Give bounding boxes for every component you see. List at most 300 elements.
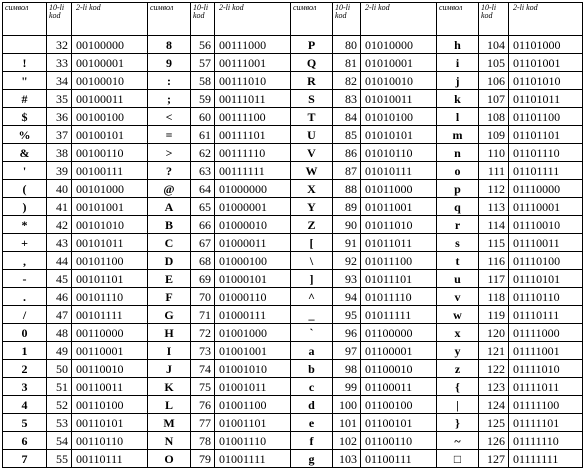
header-decimal-code: 10-li kod [191,3,215,36]
symbol-cell: B [148,216,191,234]
binary-code-cell: 01100100 [361,396,437,414]
table-row [3,396,583,414]
decimal-code-cell: 118 [479,288,509,306]
symbol-cell: J [148,360,191,378]
binary-code-cell: 01101100 [509,108,583,126]
binary-code-cell: 00111111 [215,162,291,180]
symbol-cell: m [437,126,479,144]
decimal-code-cell: 98 [333,360,361,378]
decimal-code-cell: 71 [191,306,215,324]
symbol-cell: ~ [437,432,479,450]
symbol-cell: P [291,36,333,54]
decimal-code-cell: 59 [191,90,215,108]
symbol-cell: p [437,180,479,198]
symbol-cell: 5 [3,414,47,432]
binary-code-cell: 01011111 [361,306,437,324]
binary-code-cell: 00101011 [72,234,148,252]
binary-code-cell: 01110111 [509,306,583,324]
table-row [3,342,583,360]
binary-code-cell: 01011010 [361,216,437,234]
binary-code-cell: 00100000 [72,36,148,54]
binary-code-cell: 01000000 [215,180,291,198]
decimal-code-cell: 38 [47,144,72,162]
symbol-cell: O [148,450,191,468]
symbol-cell: % [3,126,47,144]
binary-code-cell: 01101001 [509,54,583,72]
symbol-cell: ^ [291,288,333,306]
symbol-cell: K [148,378,191,396]
table-row [3,324,583,342]
decimal-code-cell: 103 [333,450,361,468]
header-decimal-code: 10-li kod [47,3,72,36]
binary-code-cell: 01111011 [509,378,583,396]
binary-code-cell: 01110000 [509,180,583,198]
decimal-code-cell: 125 [479,414,509,432]
decimal-code-cell: 99 [333,378,361,396]
symbol-cell: v [437,288,479,306]
symbol-cell: 6 [3,432,47,450]
symbol-cell: ' [3,162,47,180]
binary-code-cell: 01100010 [361,360,437,378]
binary-code-cell: 01110011 [509,234,583,252]
binary-code-cell: 01010100 [361,108,437,126]
binary-code-cell: 01101111 [509,162,583,180]
symbol-cell: 3 [3,378,47,396]
decimal-code-cell: 116 [479,252,509,270]
binary-code-cell: 01111000 [509,324,583,342]
binary-code-cell: 01111110 [509,432,583,450]
binary-code-cell: 01000011 [215,234,291,252]
binary-code-cell: 01011001 [361,198,437,216]
symbol-cell: < [148,108,191,126]
symbol-cell: $ [3,108,47,126]
decimal-code-cell: 58 [191,72,215,90]
binary-code-cell: 00100010 [72,72,148,90]
symbol-cell: : [148,72,191,90]
symbol-cell: ! [3,54,47,72]
binary-code-cell: 01001101 [215,414,291,432]
decimal-code-cell: 87 [333,162,361,180]
decimal-code-cell: 110 [479,144,509,162]
decimal-code-cell: 33 [47,54,72,72]
binary-code-cell: 00110110 [72,432,148,450]
header-decimal-code: 10-li kod [333,3,361,36]
decimal-code-cell: 112 [479,180,509,198]
symbol-cell: a [291,342,333,360]
binary-code-cell: 01100101 [361,414,437,432]
header-binary-code: 2-li kod [509,3,583,36]
symbol-cell: t [437,252,479,270]
binary-code-cell: 00100101 [72,126,148,144]
table-row [3,198,583,216]
header-symbol: символ [3,3,47,36]
symbol-cell: D [148,252,191,270]
table-row [3,234,583,252]
decimal-code-cell: 94 [333,288,361,306]
symbol-cell: X [291,180,333,198]
binary-code-cell: 00100100 [72,108,148,126]
symbol-cell: ] [291,270,333,288]
symbol-cell: = [148,126,191,144]
binary-code-cell: 00101111 [72,306,148,324]
binary-code-cell: 01111010 [509,360,583,378]
decimal-code-cell: 57 [191,54,215,72]
binary-code-cell: 01011100 [361,252,437,270]
symbol-cell: F [148,288,191,306]
symbol-cell: , [3,252,47,270]
binary-code-cell: 00111001 [215,54,291,72]
decimal-code-cell: 47 [47,306,72,324]
decimal-code-cell: 107 [479,90,509,108]
symbol-cell: W [291,162,333,180]
decimal-code-cell: 65 [191,198,215,216]
decimal-code-cell: 91 [333,234,361,252]
binary-code-cell: 01111111 [509,450,583,468]
binary-code-cell: 01011000 [361,180,437,198]
symbol-cell: ) [3,198,47,216]
decimal-code-cell: 49 [47,342,72,360]
binary-code-cell: 01010010 [361,72,437,90]
header-decimal-code: 10-li kod [479,3,509,36]
symbol-cell: x [437,324,479,342]
decimal-code-cell: 35 [47,90,72,108]
decimal-code-cell: 84 [333,108,361,126]
table-row [3,126,583,144]
decimal-code-cell: 115 [479,234,509,252]
binary-code-cell: 01101000 [509,36,583,54]
binary-code-cell: 01100001 [361,342,437,360]
decimal-code-cell: 54 [47,432,72,450]
table-row [3,90,583,108]
decimal-code-cell: 39 [47,162,72,180]
header-row [3,3,583,36]
symbol-cell: Z [291,216,333,234]
decimal-code-cell: 50 [47,360,72,378]
table-row [3,378,583,396]
decimal-code-cell: 69 [191,270,215,288]
decimal-code-cell: 76 [191,396,215,414]
symbol-cell: r [437,216,479,234]
table-body [3,36,583,468]
symbol-cell: { [437,378,479,396]
symbol-cell: b [291,360,333,378]
binary-code-cell: 00110101 [72,414,148,432]
binary-code-cell: 00110111 [72,450,148,468]
symbol-cell: V [291,144,333,162]
binary-code-cell: 01111001 [509,342,583,360]
binary-code-cell: 01100000 [361,324,437,342]
decimal-code-cell: 63 [191,162,215,180]
decimal-code-cell: 61 [191,126,215,144]
symbol-cell: M [148,414,191,432]
binary-code-cell: 01000010 [215,216,291,234]
decimal-code-cell: 62 [191,144,215,162]
decimal-code-cell: 43 [47,234,72,252]
binary-code-cell: 01000100 [215,252,291,270]
binary-code-cell: 01001011 [215,378,291,396]
binary-code-cell: 01001111 [215,450,291,468]
binary-code-cell: 00111011 [215,90,291,108]
binary-code-cell: 01000001 [215,198,291,216]
decimal-code-cell: 37 [47,126,72,144]
symbol-cell: } [437,414,479,432]
binary-code-cell: 01101011 [509,90,583,108]
binary-code-cell: 01000111 [215,306,291,324]
symbol-cell: E [148,270,191,288]
decimal-code-cell: 72 [191,324,215,342]
ascii-code-table [2,2,583,468]
symbol-cell: y [437,342,479,360]
decimal-code-cell: 123 [479,378,509,396]
decimal-code-cell: 81 [333,54,361,72]
header-symbol: символ [291,3,333,36]
decimal-code-cell: 111 [479,162,509,180]
binary-code-cell: 01011101 [361,270,437,288]
binary-code-cell: 00100110 [72,144,148,162]
symbol-cell: 9 [148,54,191,72]
binary-code-cell: 00111110 [215,144,291,162]
header-binary-code: 2-li kod [361,3,437,36]
symbol-cell: ( [3,180,47,198]
symbol-cell: @ [148,180,191,198]
decimal-code-cell: 75 [191,378,215,396]
symbol-cell: # [3,90,47,108]
symbol-cell: | [437,396,479,414]
decimal-code-cell: 114 [479,216,509,234]
symbol-cell: Y [291,198,333,216]
binary-code-cell: 01101110 [509,144,583,162]
binary-code-cell: 01010111 [361,162,437,180]
decimal-code-cell: 102 [333,432,361,450]
binary-code-cell: 01110110 [509,288,583,306]
decimal-code-cell: 53 [47,414,72,432]
binary-code-cell: 01010001 [361,54,437,72]
decimal-code-cell: 40 [47,180,72,198]
symbol-cell: > [148,144,191,162]
table-row [3,162,583,180]
symbol-cell: L [148,396,191,414]
symbol-cell: & [3,144,47,162]
binary-code-cell: 00100001 [72,54,148,72]
table-row [3,432,583,450]
symbol-cell: ; [148,90,191,108]
symbol-cell: ? [148,162,191,180]
symbol-cell: n [437,144,479,162]
symbol-cell: _ [291,306,333,324]
binary-code-cell: 01000101 [215,270,291,288]
symbol-cell: w [437,306,479,324]
decimal-code-cell: 77 [191,414,215,432]
decimal-code-cell: 108 [479,108,509,126]
symbol-cell: Q [291,54,333,72]
binary-code-cell: 01011011 [361,234,437,252]
symbol-cell: N [148,432,191,450]
decimal-code-cell: 73 [191,342,215,360]
binary-code-cell: 00100111 [72,162,148,180]
binary-code-cell: 01110010 [509,216,583,234]
binary-code-cell: 01010000 [361,36,437,54]
binary-code-cell: 01001100 [215,396,291,414]
table-row [3,414,583,432]
binary-code-cell: 01010011 [361,90,437,108]
binary-code-cell: 01100011 [361,378,437,396]
symbol-cell: 1 [3,342,47,360]
decimal-code-cell: 41 [47,198,72,216]
symbol-cell: u [437,270,479,288]
decimal-code-cell: 46 [47,288,72,306]
symbol-cell: z [437,360,479,378]
binary-code-cell: 00110001 [72,342,148,360]
decimal-code-cell: 66 [191,216,215,234]
header-binary-code: 2-li kod [72,3,148,36]
decimal-code-cell: 85 [333,126,361,144]
decimal-code-cell: 106 [479,72,509,90]
symbol-cell: e [291,414,333,432]
symbol-cell: 2 [3,360,47,378]
decimal-code-cell: 127 [479,450,509,468]
symbol-cell: ` [291,324,333,342]
symbol-cell: l [437,108,479,126]
decimal-code-cell: 86 [333,144,361,162]
table-row [3,252,583,270]
symbol-cell: \ [291,252,333,270]
binary-code-cell: 01101101 [509,126,583,144]
table-row [3,216,583,234]
binary-code-cell: 00110011 [72,378,148,396]
symbol-cell: T [291,108,333,126]
decimal-code-cell: 117 [479,270,509,288]
binary-code-cell: 01011110 [361,288,437,306]
binary-code-cell: 01110001 [509,198,583,216]
decimal-code-cell: 79 [191,450,215,468]
decimal-code-cell: 109 [479,126,509,144]
decimal-code-cell: 100 [333,396,361,414]
binary-code-cell: 00101000 [72,180,148,198]
header-binary-code: 2-li kod [215,3,291,36]
table-row [3,36,583,54]
table-row [3,108,583,126]
header-symbol: символ [437,3,479,36]
decimal-code-cell: 92 [333,252,361,270]
decimal-code-cell: 51 [47,378,72,396]
binary-code-cell: 00110000 [72,324,148,342]
decimal-code-cell: 32 [47,36,72,54]
symbol-cell: S [291,90,333,108]
decimal-code-cell: 42 [47,216,72,234]
binary-code-cell: 01010101 [361,126,437,144]
symbol-cell: j [437,72,479,90]
binary-code-cell: 00111101 [215,126,291,144]
decimal-code-cell: 67 [191,234,215,252]
symbol-cell: I [148,342,191,360]
binary-code-cell: 00101001 [72,198,148,216]
symbol-cell: H [148,324,191,342]
symbol-cell: q [437,198,479,216]
symbol-cell: G [148,306,191,324]
binary-code-cell: 01000110 [215,288,291,306]
decimal-code-cell: 78 [191,432,215,450]
symbol-cell: 8 [148,36,191,54]
binary-code-cell: 01100110 [361,432,437,450]
binary-code-cell: 01100111 [361,450,437,468]
binary-code-cell: 00111100 [215,108,291,126]
symbol-cell: g [291,450,333,468]
binary-code-cell: 01001001 [215,342,291,360]
symbol-cell: U [291,126,333,144]
decimal-code-cell: 64 [191,180,215,198]
symbol-cell: 4 [3,396,47,414]
decimal-code-cell: 89 [333,198,361,216]
symbol-cell: A [148,198,191,216]
decimal-code-cell: 82 [333,72,361,90]
decimal-code-cell: 83 [333,90,361,108]
table-row [3,306,583,324]
symbol-cell: □ [437,450,479,468]
decimal-code-cell: 34 [47,72,72,90]
symbol-cell: R [291,72,333,90]
table-row [3,180,583,198]
binary-code-cell: 00101110 [72,288,148,306]
binary-code-cell: 01010110 [361,144,437,162]
symbol-cell: 7 [3,450,47,468]
symbol-cell: d [291,396,333,414]
decimal-code-cell: 48 [47,324,72,342]
decimal-code-cell: 122 [479,360,509,378]
decimal-code-cell: 52 [47,396,72,414]
decimal-code-cell: 119 [479,306,509,324]
binary-code-cell: 00111000 [215,36,291,54]
header-symbol: символ [148,3,191,36]
table-row [3,288,583,306]
binary-code-cell: 00101100 [72,252,148,270]
symbol-cell: . [3,288,47,306]
symbol-cell: [ [291,234,333,252]
decimal-code-cell: 101 [333,414,361,432]
decimal-code-cell: 124 [479,396,509,414]
binary-code-cell: 00110100 [72,396,148,414]
symbol-cell: " [3,72,47,90]
binary-code-cell: 01110100 [509,252,583,270]
table-row [3,450,583,468]
symbol-cell: f [291,432,333,450]
decimal-code-cell: 56 [191,36,215,54]
symbol-cell: + [3,234,47,252]
symbol-cell: c [291,378,333,396]
binary-code-cell: 01001000 [215,324,291,342]
binary-code-cell: 00111010 [215,72,291,90]
decimal-code-cell: 68 [191,252,215,270]
decimal-code-cell: 36 [47,108,72,126]
binary-code-cell: 00110010 [72,360,148,378]
symbol-cell: o [437,162,479,180]
decimal-code-cell: 80 [333,36,361,54]
binary-code-cell: 01001110 [215,432,291,450]
binary-code-cell: 00100011 [72,90,148,108]
decimal-code-cell: 97 [333,342,361,360]
symbol-cell: i [437,54,479,72]
binary-code-cell: 00101101 [72,270,148,288]
binary-code-cell: 01101010 [509,72,583,90]
decimal-code-cell: 45 [47,270,72,288]
decimal-code-cell: 70 [191,288,215,306]
decimal-code-cell: 96 [333,324,361,342]
decimal-code-cell: 113 [479,198,509,216]
decimal-code-cell: 126 [479,432,509,450]
binary-code-cell: 01001010 [215,360,291,378]
table-row [3,144,583,162]
decimal-code-cell: 44 [47,252,72,270]
decimal-code-cell: 60 [191,108,215,126]
